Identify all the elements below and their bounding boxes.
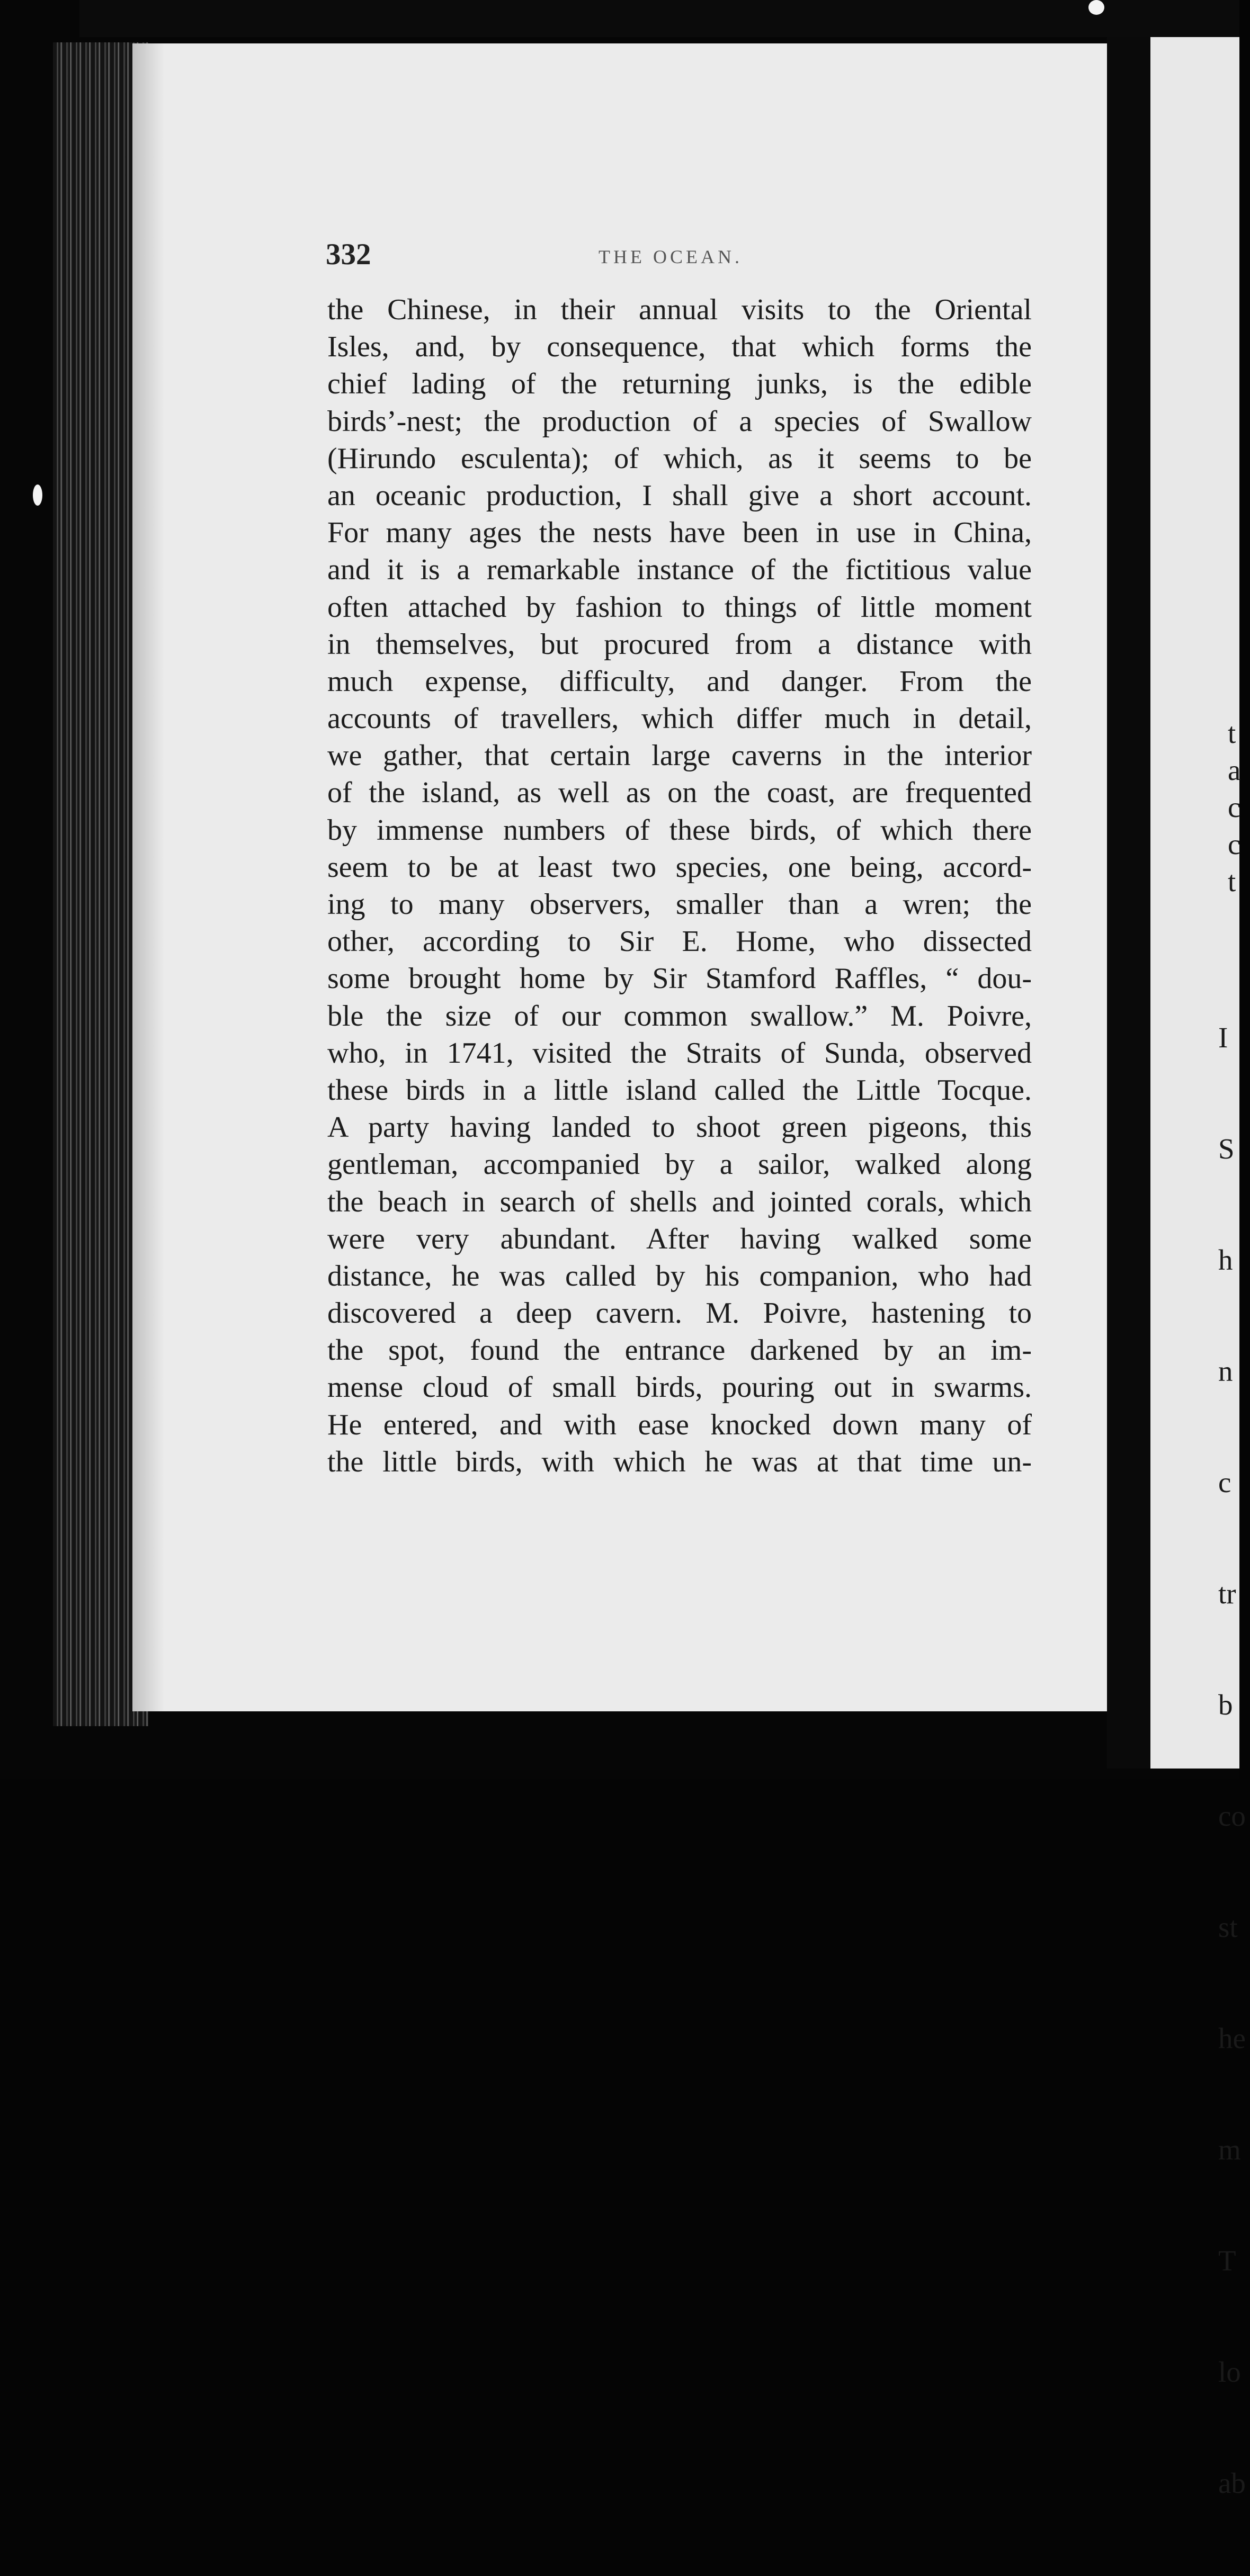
scan-speck [1088,0,1104,15]
book-gutter [1107,37,1150,1769]
text-line: ing to many observers, smaller than a wren; the [327,888,1032,921]
text-line: often attached by fashion to things of little moment [327,590,1032,624]
facing-fragment: ab [1218,2467,1246,2499]
text-line: accounts of travellers, which differ much in detail, [327,702,1032,735]
facing-page-fragments [1218,945,1250,2576]
facing-fragment: a [1228,754,1241,786]
facing-fragment: n [1218,1355,1233,1387]
text-line: an oceanic production, I shall give a short account. [327,479,1032,512]
text-line: some brought home by Sir Stamford Raffles, “ dou- [327,962,1032,995]
text-line: we gather, that certain large caverns in the interior [327,739,1032,773]
text-line: mense cloud of small birds, pouring out in swarms. [327,1371,1032,1404]
text-line: seem to be at least two species, one being, accord- [327,850,1032,884]
facing-fragment: lo [1218,2356,1241,2388]
text-line: these birds in a little island called the Little Tocque. [327,1073,1032,1107]
text-line: ble the size of our common swallow.” M. Poivre, [327,999,1032,1033]
text-line: the spot, found the entrance darkened by an im- [327,1334,1032,1367]
text-line: birds’-nest; the production of a species of Swallow [327,405,1032,438]
text-line: discovered a deep cavern. M. Poivre, hastening to [327,1297,1032,1330]
facing-fragment: st [1218,1911,1238,1943]
running-head: THE OCEAN. [599,246,743,267]
text-line: distance, he was called by his companion, who had [327,1259,1032,1293]
text-line: by immense numbers of these birds, of which there [327,813,1032,847]
facing-fragment: tr [1218,1577,1236,1610]
body-text [327,291,1032,1480]
text-line: (Hirundo esculenta); of which, as it seems to be [327,442,1032,475]
facing-fragment: h [1218,1244,1233,1276]
text-line: and it is a remarkable instance of the fictitious value [327,553,1032,587]
facing-fragment: c [1228,828,1241,860]
facing-fragment: c [1228,791,1241,823]
facing-fragment: c [1218,1466,1231,1498]
text-line: of the island, as well as on the coast, are frequented [327,776,1032,810]
text-line: the beach in search of shells and jointed corals, which [327,1185,1032,1218]
text-line: in themselves, but procured from a distance with [327,627,1032,661]
facing-fragment: t [1228,865,1236,897]
page-number: 332 [326,238,371,271]
text-line: who, in 1741, visited the Straits of Sunda, observed [327,1036,1032,1070]
text-line: much expense, difficulty, and danger. From the [327,665,1032,698]
text-line: A party having landed to shoot green pigeons, this [327,1111,1032,1144]
text-line: For many ages the nests have been in use in China, [327,516,1032,550]
text-line: He entered, and with ease knocked down many of [327,1408,1032,1441]
facing-fragment: S [1218,1133,1235,1165]
text-line: the Chinese, in their annual visits to the Oriental [327,293,1032,326]
facing-fragment: I [1218,1021,1228,1054]
text-line: other, according to Sir E. Home, who dissected [327,925,1032,958]
text-line: chief lading of the returning junks, is the edible [327,367,1032,401]
scan-speck [33,484,42,506]
facing-fragment: m [1218,2133,1241,2166]
facing-fragment: co [1218,1800,1246,1832]
text-line: gentleman, accompanied by a sailor, walked along [327,1148,1032,1181]
scan-top-shadow [79,0,1239,37]
page-header [326,237,1030,274]
text-line: Isles, and, by consequence, that which forms the [327,330,1032,364]
facing-fragment: he [1218,2022,1246,2054]
facing-fragment: b [1218,1689,1233,1721]
text-line: the little birds, with which he was at that time un- [327,1445,1032,1478]
facing-page-upper-fragments [1228,715,1244,900]
facing-fragment: t [1228,717,1236,749]
page-inner-shadow [132,43,164,1711]
facing-fragment: T [1218,2245,1236,2277]
text-line: were very abundant. After having walked some [327,1222,1032,1255]
